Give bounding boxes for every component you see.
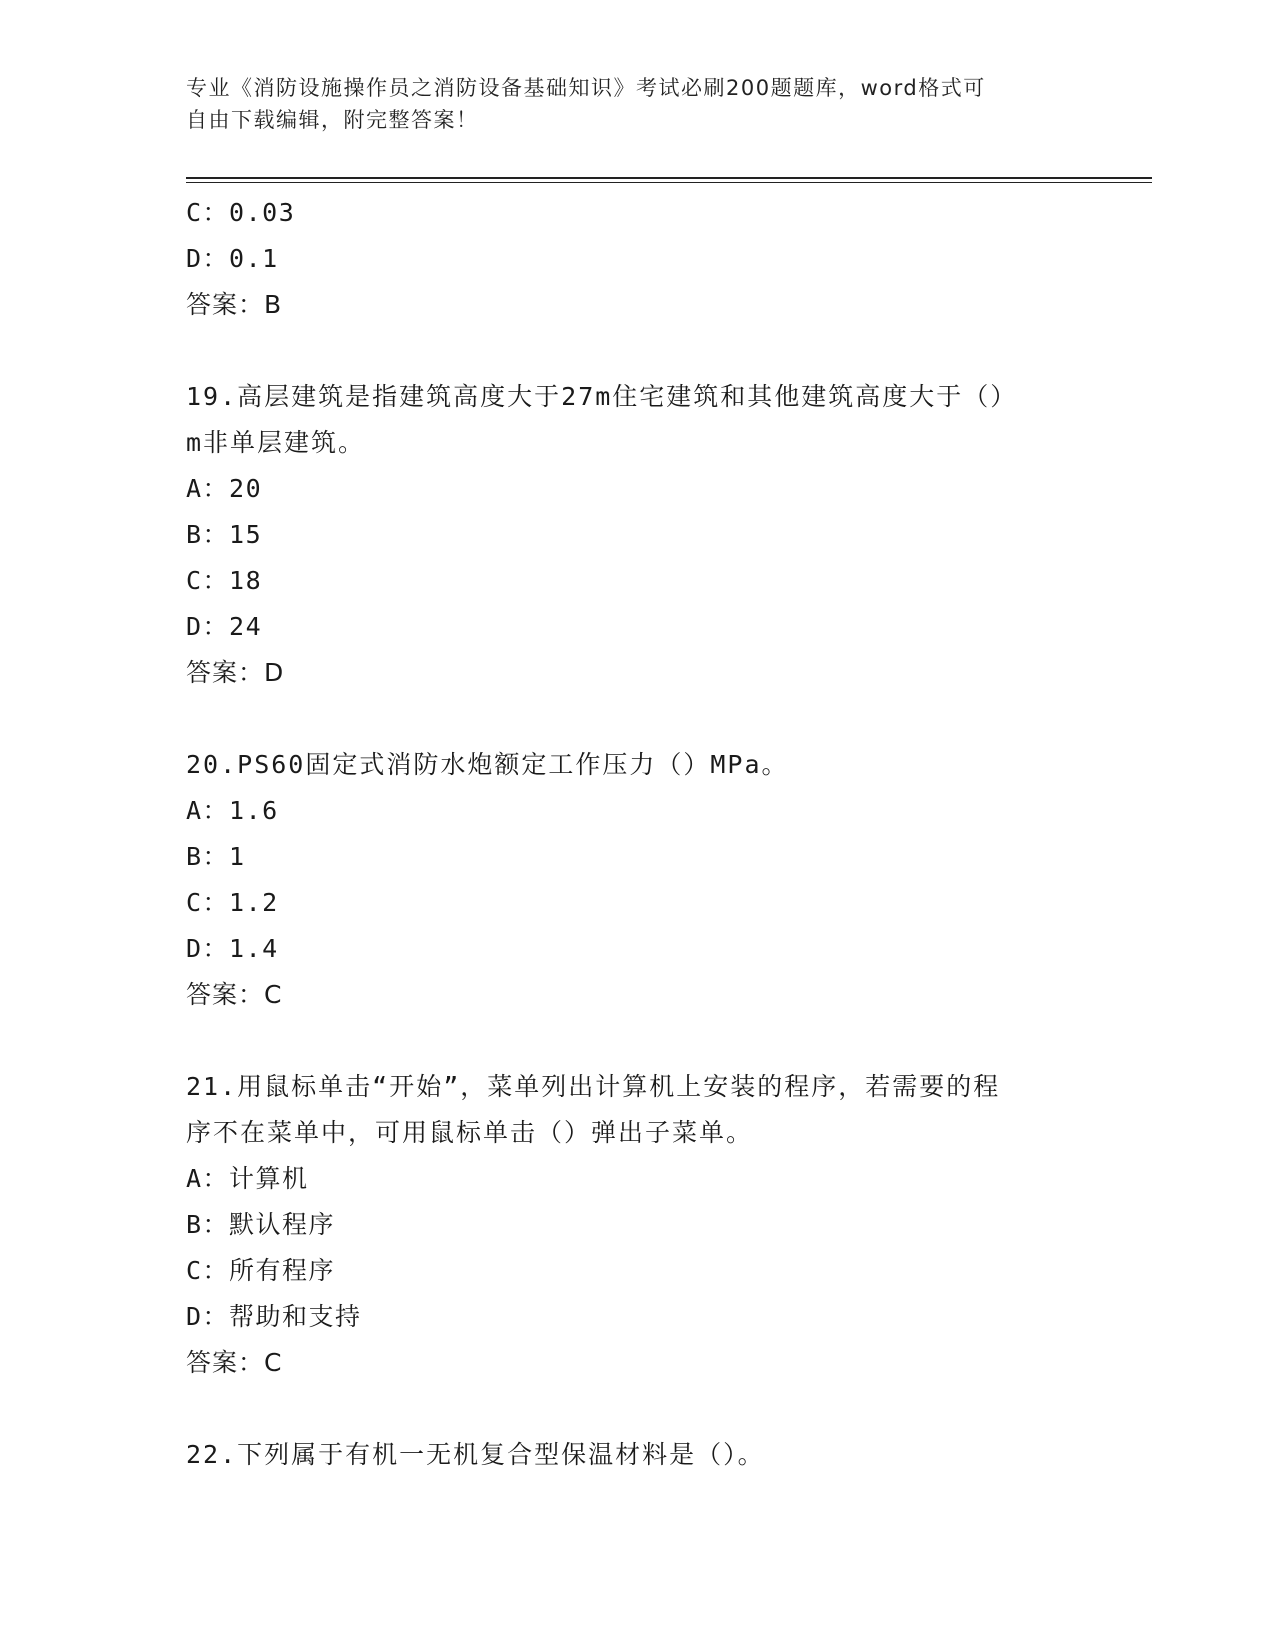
spacer xyxy=(186,1018,1086,1064)
document-header xyxy=(186,72,1066,136)
header-divider-thick xyxy=(186,177,1152,179)
question-text-line-1: 22.下列属于有机一无机复合型保温材料是（）。 xyxy=(186,1440,765,1469)
option-d: D：24 xyxy=(186,612,263,641)
option-b: B：1 xyxy=(186,842,246,871)
spacer xyxy=(186,328,1086,374)
header-line-1: 专业《消防设施操作员之消防设备基础知识》考试必刷200题题库，word格式可 xyxy=(186,76,986,100)
option-a: A：计算机 xyxy=(186,1164,309,1193)
question-21 xyxy=(186,1064,1086,1386)
option-a: A：20 xyxy=(186,474,263,503)
option-c: C：0.03 xyxy=(186,198,296,227)
question-19 xyxy=(186,374,1086,696)
question-list xyxy=(186,190,1086,1478)
header-divider-thin xyxy=(186,182,1152,183)
answer-line: 答案：D xyxy=(186,658,285,687)
option-c: C：1.2 xyxy=(186,888,279,917)
option-b: B：默认程序 xyxy=(186,1210,336,1239)
spacer xyxy=(186,1386,1086,1432)
option-b: B：15 xyxy=(186,520,263,549)
option-d: D：帮助和支持 xyxy=(186,1302,362,1331)
question-20 xyxy=(186,742,1086,1018)
header-line-2: 自由下载编辑，附完整答案！ xyxy=(186,108,479,132)
question-22 xyxy=(186,1432,1086,1478)
previous-question-tail xyxy=(186,190,1086,328)
option-d: D：0.1 xyxy=(186,244,279,273)
spacer xyxy=(186,696,1086,742)
question-text-line-2: 序不在菜单中，可用鼠标单击（）弹出子菜单。 xyxy=(186,1118,754,1147)
option-c: C：所有程序 xyxy=(186,1256,336,1285)
answer-line: 答案：B xyxy=(186,290,283,319)
answer-line: 答案：C xyxy=(186,980,283,1009)
question-text-line-1: 19.高层建筑是指建筑高度大于27m住宅建筑和其他建筑高度大于（） xyxy=(186,382,1018,411)
option-c: C：18 xyxy=(186,566,263,595)
answer-line: 答案：C xyxy=(186,1348,283,1377)
question-text-line-2: m非单层建筑。 xyxy=(186,428,366,457)
option-d: D：1.4 xyxy=(186,934,279,963)
question-text-line-1: 20.PS60固定式消防水炮额定工作压力（）MPa。 xyxy=(186,750,789,779)
question-text-line-1: 21.用鼠标单击“开始”，菜单列出计算机上安装的程序，若需要的程 xyxy=(186,1072,1001,1101)
option-a: A：1.6 xyxy=(186,796,279,825)
